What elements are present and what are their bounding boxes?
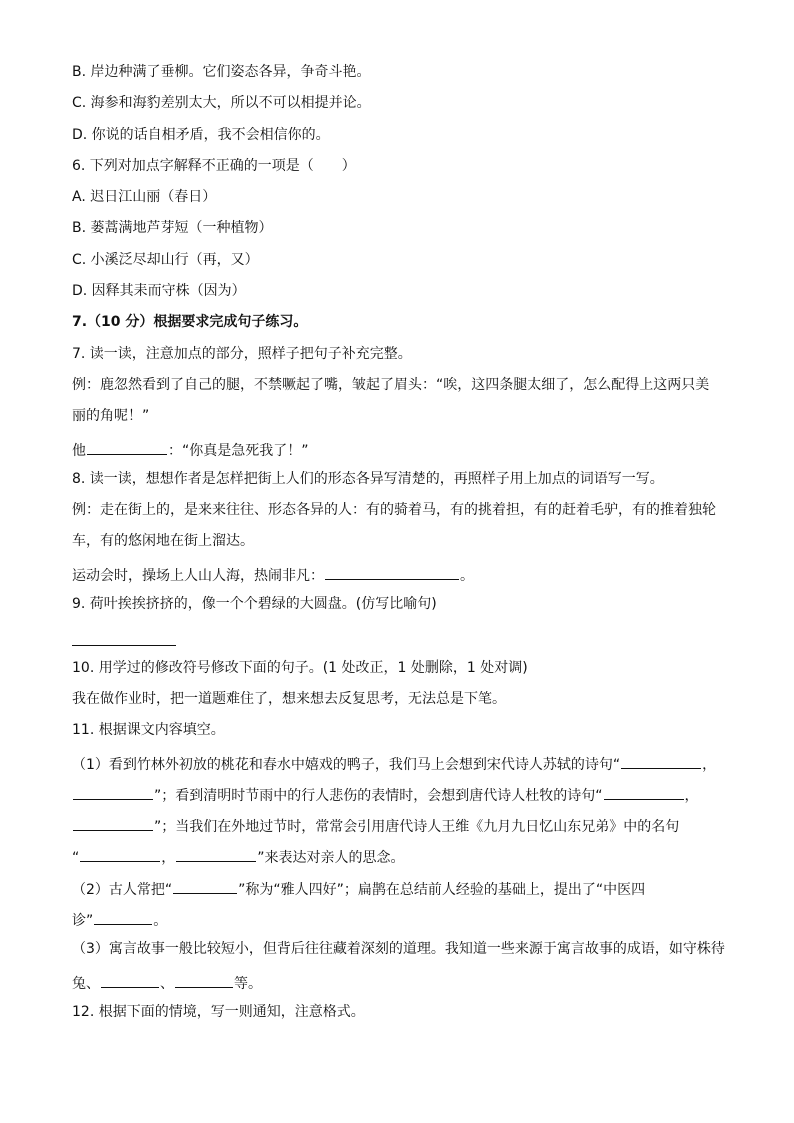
sentence-text: 我在做作业时，把一道题难住了，想来想去反复思考，无法总是下笔。 xyxy=(72,690,506,707)
sentence-text: （2）古人常把“ xyxy=(72,881,173,898)
option-c-q5 xyxy=(72,93,732,113)
answer-blank[interactable] xyxy=(604,783,684,800)
fill-line-11-6 xyxy=(72,908,732,928)
question-text: 11. 根据课文内容填空。 xyxy=(72,722,225,739)
answer-blank[interactable] xyxy=(73,783,153,800)
example-text: 例：走在街上的，是来来往往、形态各异的人：有的骑着马，有的挑着担，有的赶着毛驴，有的推着独轮 xyxy=(72,502,716,519)
option-a-q6 xyxy=(72,187,732,207)
example-text: 车，有的悠闲地在街上溜达。 xyxy=(72,533,254,550)
punctuation: “ xyxy=(72,850,80,867)
sentence-text: 等。 xyxy=(234,975,262,992)
sentence-to-edit xyxy=(72,689,732,709)
question-12 xyxy=(72,1002,732,1022)
fill-line-11-5 xyxy=(72,877,732,897)
question-text: 9. 荷叶挨挨挤挤的，像一个个碧绿的大圆盘。(仿写比喻句) xyxy=(72,596,437,613)
answer-blank[interactable] xyxy=(101,971,159,988)
answer-blank[interactable] xyxy=(175,971,233,988)
answer-blank[interactable] xyxy=(176,845,256,862)
option-text: C. 小溪泛尽却山行（再，又） xyxy=(72,251,259,268)
sentence-text: 诊” xyxy=(72,913,94,930)
fill-sentence-8 xyxy=(72,563,732,583)
option-text: D. 因释其耒而守株（因为） xyxy=(72,283,246,300)
question-10 xyxy=(72,658,732,678)
question-7 xyxy=(72,344,732,364)
option-text: C. 海参和海豹差别太大，所以不可以相提并论。 xyxy=(72,95,371,112)
option-text: A. 迟日江山丽（春日） xyxy=(72,189,217,206)
answer-blank[interactable] xyxy=(621,752,701,769)
option-text: B. 岸边种满了垂柳。它们姿态各异，争奇斗艳。 xyxy=(72,64,371,80)
question-text: 12. 根据下面的情境，写一则通知，注意格式。 xyxy=(72,1003,365,1020)
fill-line-11-4 xyxy=(72,845,732,865)
fill-sentence-7 xyxy=(72,438,732,458)
question-11 xyxy=(72,720,732,740)
answer-blank[interactable] xyxy=(94,908,152,925)
option-text: B. 蒌蒿满地芦芽短（一种植物） xyxy=(72,220,273,237)
question-9 xyxy=(72,594,732,614)
fill-line-11-8 xyxy=(72,971,732,991)
punctuation: 。 xyxy=(153,913,168,930)
example-text: 例：鹿忽然看到了自己的腿，不禁噘起了嘴，皱起了眉头：“唉，这四条腿太细了，怎么配得上这两只美 xyxy=(72,376,710,393)
example-text: 丽的角呢！” xyxy=(72,408,150,425)
question-8 xyxy=(72,469,732,489)
option-c-q6 xyxy=(72,250,732,270)
fill-line-11-1 xyxy=(72,752,732,772)
sentence-text: 兔、 xyxy=(72,975,100,992)
option-b-q6 xyxy=(72,218,732,238)
question-text: 7. 读一读，注意加点的部分，照样子把句子补充完整。 xyxy=(72,345,412,362)
sentence-text: ”；看到清明时节雨中的行人悲伤的表情时，会想到唐代诗人杜牧的诗句“ xyxy=(154,787,603,804)
example-sentence-cont xyxy=(72,531,732,551)
fill-line-11-2 xyxy=(72,783,732,803)
fill-line-11-7 xyxy=(72,939,732,959)
example-sentence xyxy=(72,500,732,520)
punctuation: ， xyxy=(684,787,699,804)
option-text: D. 你说的话自相矛盾，我不会相信你的。 xyxy=(72,126,330,143)
answer-blank[interactable] xyxy=(73,814,153,831)
sentence-start: 运动会时，操场上人山人海，热闹非凡： xyxy=(72,567,324,584)
sentence-end: ：“你真是急死我了！” xyxy=(168,442,309,459)
example-sentence xyxy=(72,375,732,395)
question-text: 6. 下列对加点字解释不正确的一项是（ ） xyxy=(72,157,356,174)
sentence-text: （1）看到竹林外初放的桃花和春水中嬉戏的鸭子，我们马上会想到宋代诗人苏轼的诗句“ xyxy=(72,756,621,773)
punctuation: 、 xyxy=(160,975,174,992)
sentence-start: 他 xyxy=(72,442,86,459)
sentence-text: ”；当我们在外地过节时，常常会引用唐代诗人王维《九月九日忆山东兄弟》中的名句 xyxy=(154,819,680,836)
answer-blank[interactable] xyxy=(325,563,459,580)
sentence-text: ”称为“雅人四好”；扁鹊在总结前人经验的基础上，提出了“中医四 xyxy=(238,881,646,898)
answer-blank[interactable] xyxy=(173,877,237,894)
option-b-q5 xyxy=(72,62,732,82)
punctuation: ， xyxy=(161,850,176,867)
option-d-q5 xyxy=(72,125,732,145)
sentence-end: 。 xyxy=(460,567,474,584)
question-text: 8. 读一读，想想作者是怎样把街上人们的形态各异写清楚的，再照样子用上加点的词语写一写。 xyxy=(72,470,664,487)
option-d-q6 xyxy=(72,281,732,301)
punctuation: ， xyxy=(702,756,717,773)
document-page xyxy=(72,62,732,1033)
fill-line-11-3 xyxy=(72,814,732,834)
answer-blank[interactable] xyxy=(80,845,160,862)
answer-blank-q9[interactable] xyxy=(72,625,176,646)
example-sentence-cont xyxy=(72,406,732,426)
question-text: 10. 用学过的修改符号修改下面的句子。(1 处改正，1 处删除，1 处对调) xyxy=(72,659,528,676)
question-6 xyxy=(72,156,732,176)
answer-blank[interactable] xyxy=(87,438,167,455)
sentence-text: （3）寓言故事一般比较短小，但背后往往藏着深刻的道理。我知道一些来源于寓言故事的成语，如守株待 xyxy=(72,941,725,958)
section-heading-7 xyxy=(72,312,732,332)
sentence-text: ”来表达对亲人的思念。 xyxy=(257,850,405,867)
section-title: 7.（10 分）根据要求完成句子练习。 xyxy=(72,314,308,331)
